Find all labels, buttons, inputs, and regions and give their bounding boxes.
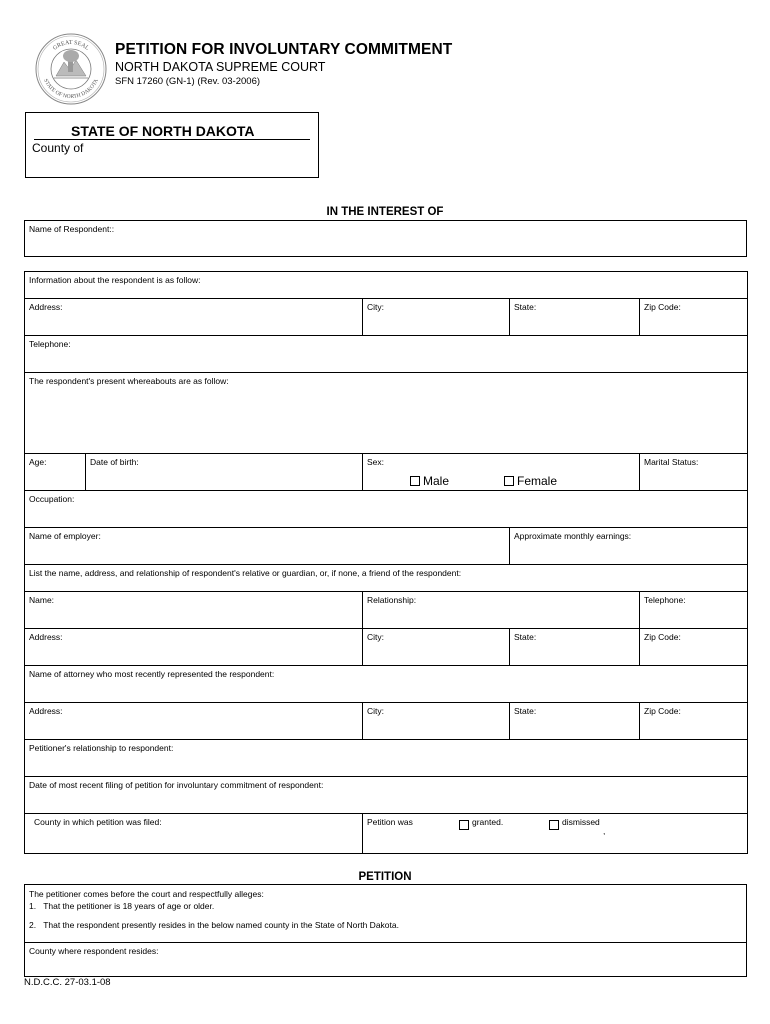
relationship-label: Relationship: (367, 595, 417, 605)
dismissed-option[interactable] (549, 817, 600, 830)
relative-telephone-field[interactable] (640, 592, 748, 629)
attorney-city-field[interactable] (363, 703, 510, 740)
relative-state-label: State: (514, 632, 537, 642)
allegation-1-number: 1. (29, 901, 37, 911)
petition-allegations (25, 885, 747, 943)
attorney-zip-label: Zip Code: (644, 706, 681, 716)
svg-text:STATE OF NORTH DAKOTA: STATE OF NORTH DAKOTA (42, 78, 100, 101)
age-label: Age: (29, 457, 47, 467)
attorney-name-label: Name of attorney who most recently represented the respondent: (29, 669, 275, 679)
petition-table (24, 884, 747, 977)
sex-field (363, 454, 640, 491)
relative-name-field[interactable] (25, 592, 363, 629)
respondent-name-field[interactable] (25, 221, 747, 257)
attorney-name-field[interactable] (25, 666, 748, 703)
male-label: Male (423, 474, 450, 488)
attorney-state-field[interactable] (510, 703, 640, 740)
trailing-comma: , (603, 826, 606, 836)
respondent-name-table (24, 220, 747, 257)
dismissed-label: dismissed (562, 817, 600, 827)
recent-filing-field[interactable] (25, 777, 748, 814)
male-option[interactable] (410, 474, 449, 488)
county-filed-label: County in which petition was filed: (34, 817, 162, 827)
relative-state-field[interactable] (510, 629, 640, 666)
state-seal-logo (34, 32, 108, 106)
allegation-1 (29, 900, 742, 912)
county-resides-field[interactable] (25, 943, 747, 977)
petitioner-relationship-field[interactable] (25, 740, 748, 777)
petitioner-relationship-label: Petitioner's relationship to respondent: (29, 743, 174, 753)
dob-label: Date of birth: (90, 457, 139, 467)
employer-label: Name of employer: (29, 531, 101, 541)
state-name: STATE OF NORTH DAKOTA (71, 123, 255, 139)
address-field[interactable] (25, 299, 363, 336)
relative-address-label: Address: (29, 632, 63, 642)
occupation-label: Occupation: (29, 494, 75, 504)
city-label: City: (367, 302, 384, 312)
respondent-info-heading: Information about the respondent is as follow: (25, 272, 748, 299)
telephone-label: Telephone: (29, 339, 71, 349)
female-checkbox[interactable] (504, 476, 514, 486)
female-label: Female (517, 474, 558, 488)
recent-filing-label: Date of most recent filing of petition for involuntary commitment of respondent: (29, 780, 324, 790)
state-label: State: (514, 302, 537, 312)
attorney-zip-field[interactable] (640, 703, 748, 740)
court-name: NORTH DAKOTA SUPREME COURT (115, 60, 326, 74)
relative-city-field[interactable] (363, 629, 510, 666)
marital-status-field[interactable] (640, 454, 748, 491)
state-field[interactable] (510, 299, 640, 336)
relative-telephone-label: Telephone: (644, 595, 686, 605)
relative-address-field[interactable] (25, 629, 363, 666)
earnings-label: Approximate monthly earnings: (514, 531, 632, 541)
earnings-field[interactable] (510, 528, 748, 565)
whereabouts-field[interactable] (25, 373, 748, 454)
respondent-info-table (24, 271, 748, 854)
statute-code: N.D.C.C. 27-03.1-08 (24, 977, 111, 988)
petition-was-label: Petition was (367, 817, 413, 827)
dismissed-checkbox[interactable] (549, 820, 559, 830)
attorney-state-label: State: (514, 706, 537, 716)
county-resides-label: County where respondent resides: (29, 946, 159, 956)
respondent-name-label: Name of Respondent:: (29, 224, 115, 234)
telephone-field[interactable] (25, 336, 748, 373)
form-title: PETITION FOR INVOLUNTARY COMMITMENT (115, 41, 453, 58)
relative-zip-label: Zip Code: (644, 632, 681, 642)
county-of-field[interactable]: County of (32, 141, 84, 155)
city-field[interactable] (363, 299, 510, 336)
petition-outcome-field (363, 814, 748, 854)
sex-label: Sex: (367, 457, 385, 467)
relative-name-label: Name: (29, 595, 55, 605)
zip-label: Zip Code: (644, 302, 681, 312)
attorney-address-field[interactable] (25, 703, 363, 740)
female-option[interactable] (504, 474, 557, 488)
county-filed-field[interactable] (25, 814, 363, 854)
age-field[interactable] (25, 454, 86, 491)
occupation-field[interactable] (25, 491, 748, 528)
whereabouts-label: The respondent's present whereabouts are as follow: (29, 376, 229, 386)
attorney-address-label: Address: (29, 706, 63, 716)
dob-field[interactable] (86, 454, 363, 491)
employer-field[interactable] (25, 528, 510, 565)
marital-status-label: Marital Status: (644, 457, 699, 467)
svg-text:GREAT SEAL: GREAT SEAL (52, 39, 90, 52)
relative-city-label: City: (367, 632, 384, 642)
state-underline (34, 139, 310, 140)
allegation-2 (29, 919, 742, 931)
relationship-field[interactable] (363, 592, 640, 629)
allegation-2-number: 2. (29, 920, 37, 930)
petition-heading: PETITION (358, 871, 412, 883)
allegation-2-text: That the respondent presently resides in the below named county in the State of North Dakota. (43, 920, 399, 930)
granted-option[interactable] (459, 817, 503, 830)
address-label: Address: (29, 302, 63, 312)
petition-intro: The petitioner comes before the court and respectfully alleges: (29, 889, 264, 899)
form-number: SFN 17260 (GN-1) (Rev. 03-2006) (115, 76, 261, 87)
granted-checkbox[interactable] (459, 820, 469, 830)
attorney-city-label: City: (367, 706, 384, 716)
granted-label: granted. (472, 817, 504, 827)
relative-heading: List the name, address, and relationship of respondent's relative or guardian, or, if none, a friend of the respondent: (25, 565, 748, 592)
zip-field[interactable] (640, 299, 748, 336)
relative-zip-field[interactable] (640, 629, 748, 666)
state-box (25, 112, 319, 178)
male-checkbox[interactable] (410, 476, 420, 486)
allegation-1-text: That the petitioner is 18 years of age or older. (43, 901, 215, 911)
interest-heading: IN THE INTEREST OF (326, 206, 444, 218)
